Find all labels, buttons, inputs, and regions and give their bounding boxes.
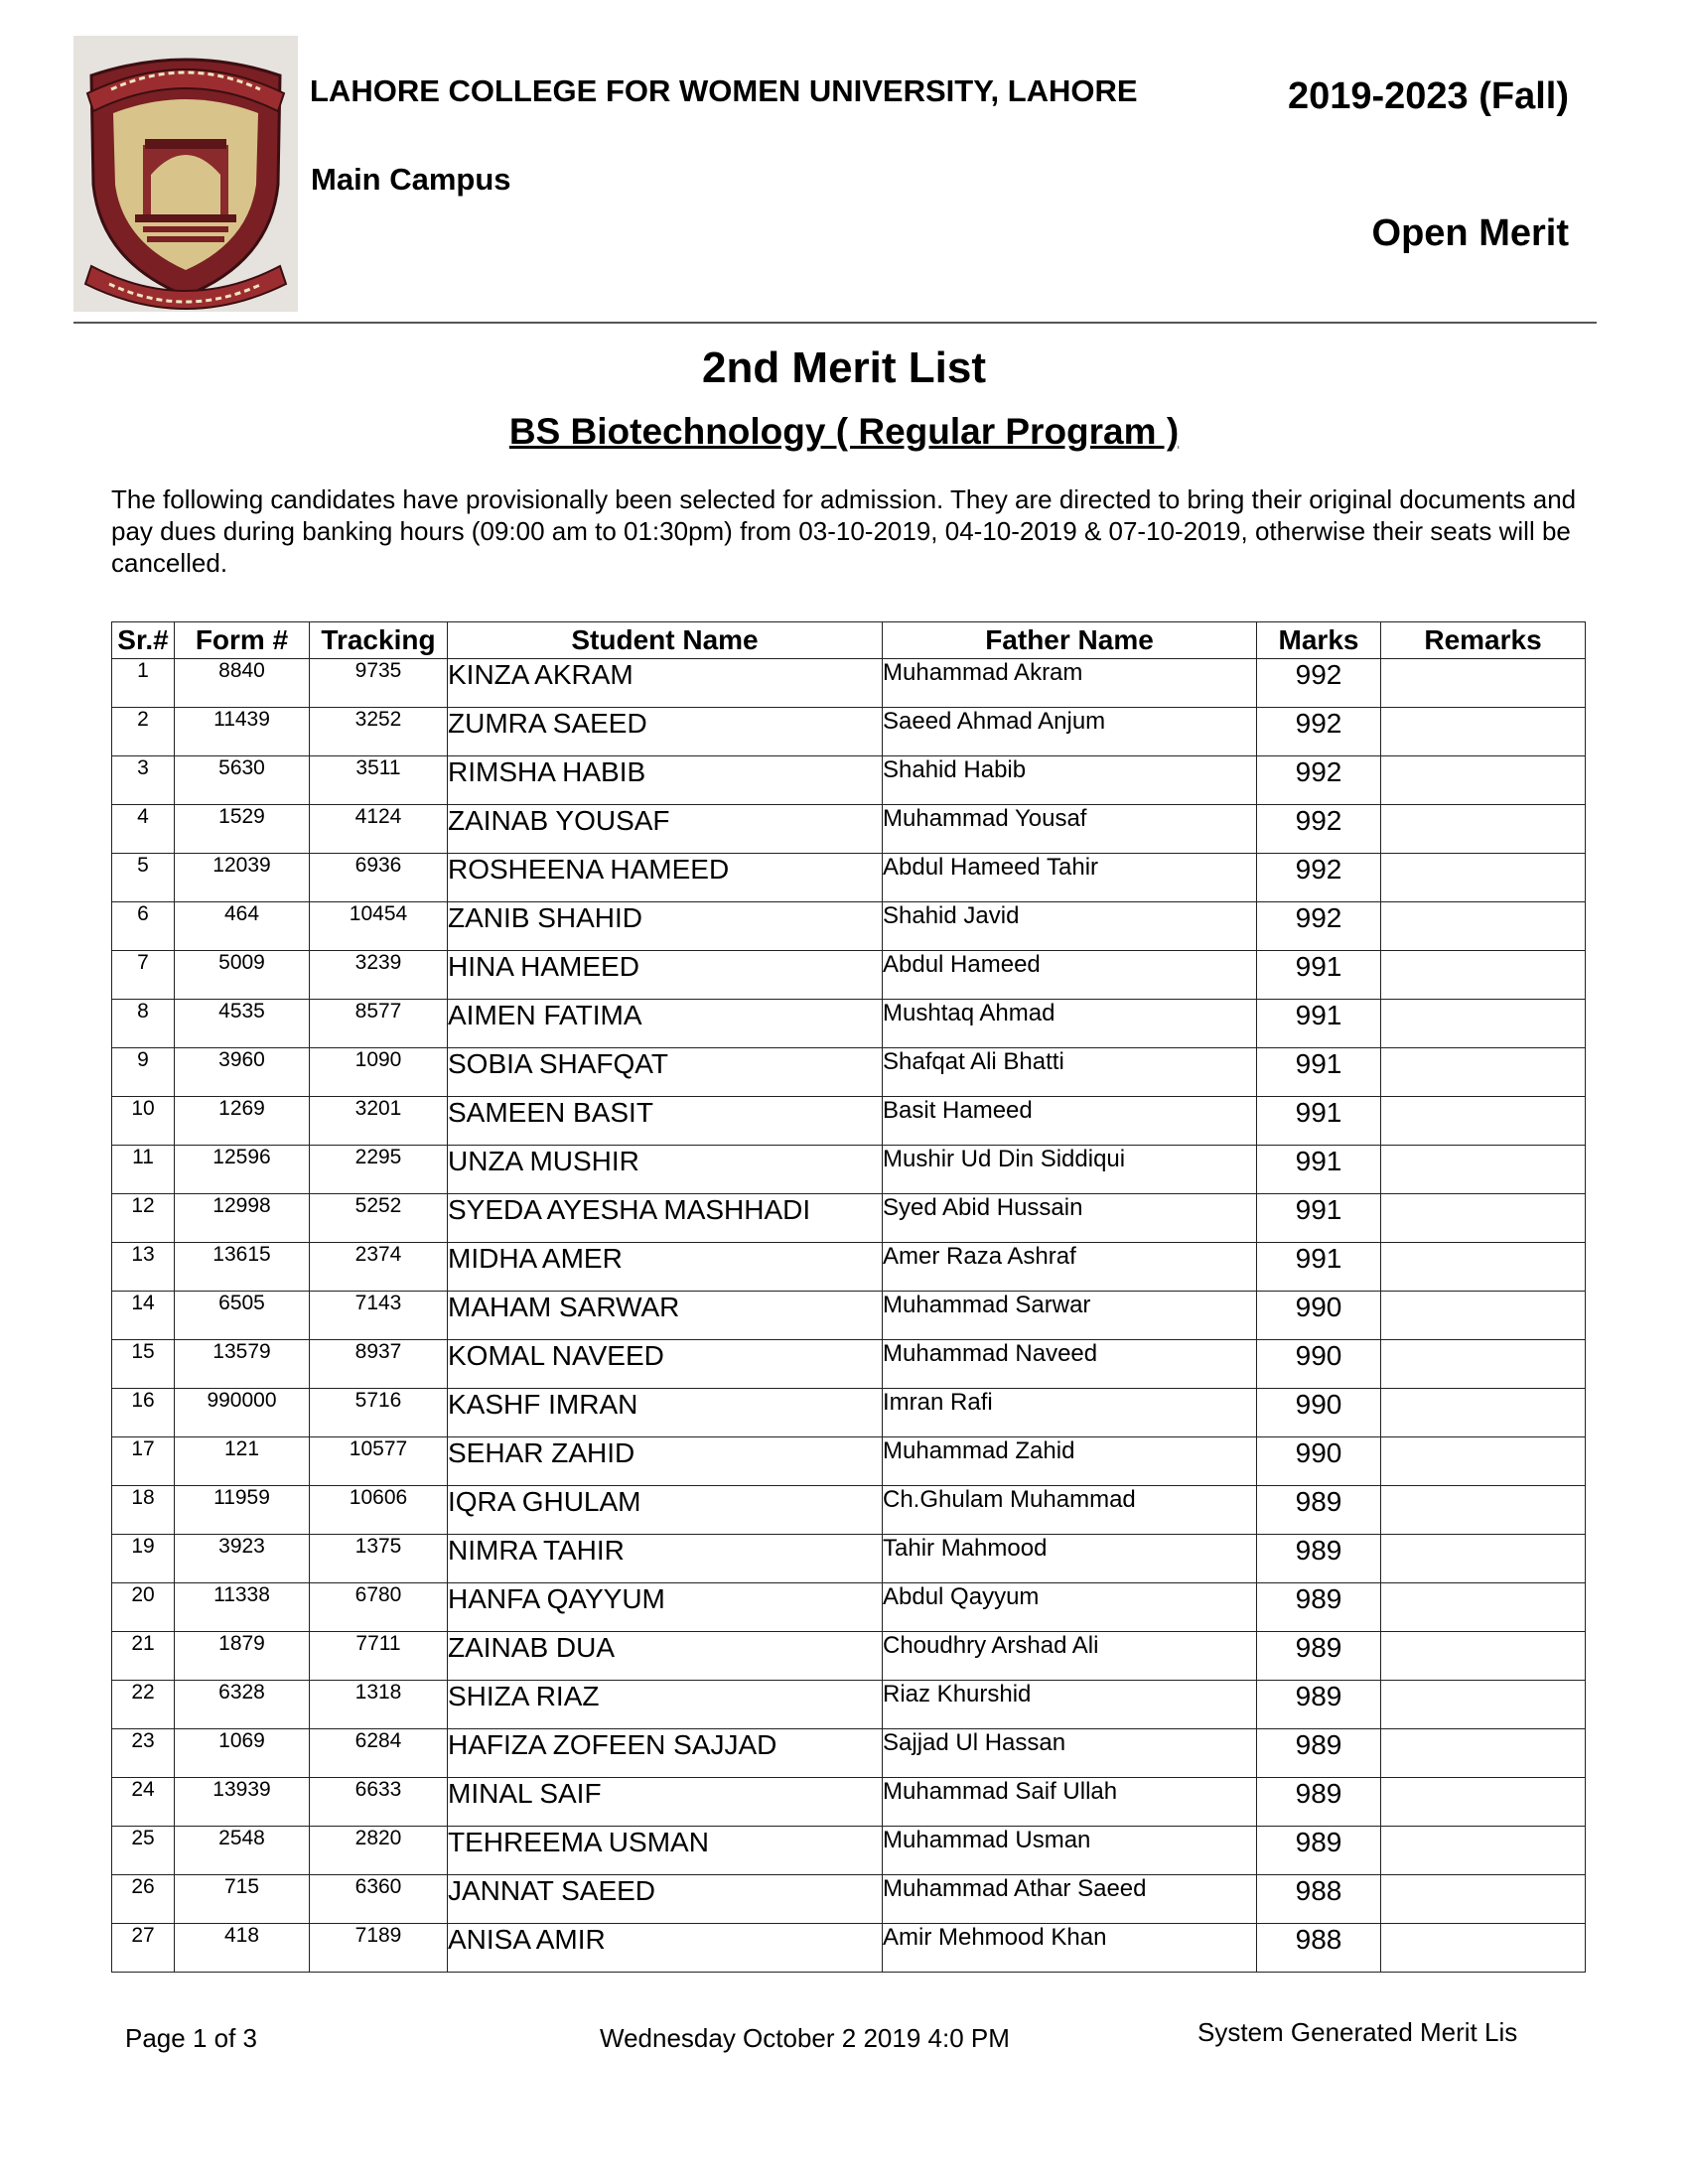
table-row (112, 1681, 1586, 1729)
cell-father-name: Shahid Javid (883, 902, 1257, 951)
cell-student-name: RIMSHA HABIB (448, 756, 883, 805)
cell-tracking: 2820 (310, 1827, 448, 1875)
cell-tracking: 5252 (310, 1194, 448, 1243)
cell-marks: 991 (1257, 1243, 1381, 1292)
cell-remarks (1381, 1486, 1586, 1535)
cell-marks: 992 (1257, 659, 1381, 708)
cell-remarks (1381, 902, 1586, 951)
cell-tracking: 1318 (310, 1681, 448, 1729)
cell-father-name: Amer Raza Ashraf (883, 1243, 1257, 1292)
cell-sr: 10 (112, 1097, 175, 1146)
cell-sr: 8 (112, 1000, 175, 1048)
cell-father-name: Sajjad Ul Hassan (883, 1729, 1257, 1778)
cell-marks: 992 (1257, 854, 1381, 902)
cell-father-name: Riaz Khurshid (883, 1681, 1257, 1729)
cell-tracking: 3239 (310, 951, 448, 1000)
cell-remarks (1381, 1827, 1586, 1875)
cell-marks: 988 (1257, 1924, 1381, 1973)
cell-sr: 6 (112, 902, 175, 951)
table-row (112, 1632, 1586, 1681)
column-header-father-name: Father Name (883, 622, 1257, 659)
cell-father-name: Muhammad Yousaf (883, 805, 1257, 854)
cell-father-name: Abdul Hameed Tahir (883, 854, 1257, 902)
cell-student-name: KINZA AKRAM (448, 659, 883, 708)
cell-student-name: ZANIB SHAHID (448, 902, 883, 951)
cell-student-name: MIDHA AMER (448, 1243, 883, 1292)
cell-remarks (1381, 708, 1586, 756)
cell-remarks (1381, 854, 1586, 902)
cell-tracking: 8937 (310, 1340, 448, 1389)
table-row (112, 756, 1586, 805)
table-row (112, 1146, 1586, 1194)
cell-marks: 989 (1257, 1583, 1381, 1632)
cell-form-number: 1069 (175, 1729, 310, 1778)
campus-name: Main Campus (311, 162, 511, 197)
cell-marks: 989 (1257, 1729, 1381, 1778)
cell-father-name: Muhammad Akram (883, 659, 1257, 708)
cell-form-number: 3923 (175, 1535, 310, 1583)
cell-father-name: Abdul Qayyum (883, 1583, 1257, 1632)
admission-notice: The following candidates have provisionally been selected for admission. They are directed to bring their original documents and pay dues during banking hours (09:00 am to 01:30pm) from 03-10-2019, 04-10-2019 & 07-10-2019, otherwise their seats will be cancelled. (111, 484, 1577, 578)
cell-student-name: KOMAL NAVEED (448, 1340, 883, 1389)
cell-sr: 17 (112, 1437, 175, 1486)
cell-marks: 992 (1257, 708, 1381, 756)
cell-father-name: Shahid Habib (883, 756, 1257, 805)
cell-sr: 7 (112, 951, 175, 1000)
cell-sr: 27 (112, 1924, 175, 1973)
cell-student-name: HANFA QAYYUM (448, 1583, 883, 1632)
table-row (112, 1875, 1586, 1924)
cell-tracking: 7189 (310, 1924, 448, 1973)
cell-student-name: SOBIA SHAFQAT (448, 1048, 883, 1097)
cell-marks: 989 (1257, 1535, 1381, 1583)
cell-form-number: 1879 (175, 1632, 310, 1681)
cell-student-name: ZAINAB YOUSAF (448, 805, 883, 854)
cell-marks: 992 (1257, 756, 1381, 805)
system-generated-note: System Generated Merit Lis (1197, 2017, 1518, 2047)
cell-tracking: 1375 (310, 1535, 448, 1583)
cell-tracking: 1090 (310, 1048, 448, 1097)
cell-student-name: NIMRA TAHIR (448, 1535, 883, 1583)
cell-sr: 2 (112, 708, 175, 756)
cell-father-name: Muhammad Zahid (883, 1437, 1257, 1486)
cell-student-name: IQRA GHULAM (448, 1486, 883, 1535)
cell-sr: 22 (112, 1681, 175, 1729)
cell-father-name: Mushtaq Ahmad (883, 1000, 1257, 1048)
table-row (112, 1000, 1586, 1048)
cell-student-name: SHIZA RIAZ (448, 1681, 883, 1729)
table-row (112, 805, 1586, 854)
cell-remarks (1381, 1924, 1586, 1973)
cell-form-number: 11959 (175, 1486, 310, 1535)
cell-student-name: HAFIZA ZOFEEN SAJJAD (448, 1729, 883, 1778)
cell-form-number: 6505 (175, 1292, 310, 1340)
cell-marks: 990 (1257, 1389, 1381, 1437)
university-name: LAHORE COLLEGE FOR WOMEN UNIVERSITY, LAHORE (310, 73, 1138, 108)
cell-form-number: 12596 (175, 1146, 310, 1194)
cell-father-name: Muhammad Athar Saeed (883, 1875, 1257, 1924)
university-logo (73, 36, 298, 312)
column-header-form: Form # (175, 622, 310, 659)
column-header-sr: Sr.# (112, 622, 175, 659)
cell-sr: 12 (112, 1194, 175, 1243)
cell-father-name: Amir Mehmood Khan (883, 1924, 1257, 1973)
cell-father-name: Choudhry Arshad Ali (883, 1632, 1257, 1681)
cell-marks: 989 (1257, 1632, 1381, 1681)
cell-student-name: JANNAT SAEED (448, 1875, 883, 1924)
cell-sr: 1 (112, 659, 175, 708)
cell-sr: 23 (112, 1729, 175, 1778)
cell-father-name: Muhammad Sarwar (883, 1292, 1257, 1340)
cell-form-number: 4535 (175, 1000, 310, 1048)
column-header-tracking: Tracking (310, 622, 448, 659)
cell-remarks (1381, 1437, 1586, 1486)
page-number: Page 1 of 3 (125, 2023, 257, 2053)
cell-tracking: 8577 (310, 1000, 448, 1048)
cell-sr: 26 (112, 1875, 175, 1924)
cell-remarks (1381, 1194, 1586, 1243)
cell-form-number: 990000 (175, 1389, 310, 1437)
cell-student-name: HINA HAMEED (448, 951, 883, 1000)
cell-marks: 991 (1257, 951, 1381, 1000)
table-row (112, 1535, 1586, 1583)
cell-father-name: Imran Rafi (883, 1389, 1257, 1437)
cell-marks: 991 (1257, 1194, 1381, 1243)
cell-student-name: ZUMRA SAEED (448, 708, 883, 756)
cell-form-number: 464 (175, 902, 310, 951)
cell-father-name: Syed Abid Hussain (883, 1194, 1257, 1243)
cell-tracking: 6780 (310, 1583, 448, 1632)
header-divider (73, 322, 1597, 324)
merit-category: Open Merit (1371, 212, 1569, 254)
cell-form-number: 13939 (175, 1778, 310, 1827)
cell-sr: 25 (112, 1827, 175, 1875)
table-row (112, 1778, 1586, 1827)
cell-student-name: ROSHEENA HAMEED (448, 854, 883, 902)
cell-tracking: 9735 (310, 659, 448, 708)
cell-sr: 11 (112, 1146, 175, 1194)
cell-form-number: 1529 (175, 805, 310, 854)
cell-form-number: 6328 (175, 1681, 310, 1729)
cell-tracking: 10577 (310, 1437, 448, 1486)
cell-form-number: 13579 (175, 1340, 310, 1389)
cell-marks: 989 (1257, 1486, 1381, 1535)
cell-tracking: 6936 (310, 854, 448, 902)
table-row (112, 1340, 1586, 1389)
table-row (112, 1194, 1586, 1243)
generated-date: Wednesday October 2 2019 4:0 PM (600, 2023, 1010, 2053)
cell-marks: 989 (1257, 1827, 1381, 1875)
column-header-marks: Marks (1257, 622, 1381, 659)
cell-marks: 992 (1257, 902, 1381, 951)
table-row (112, 1243, 1586, 1292)
cell-marks: 992 (1257, 805, 1381, 854)
cell-remarks (1381, 1243, 1586, 1292)
cell-father-name: Muhammad Naveed (883, 1340, 1257, 1389)
cell-marks: 991 (1257, 1146, 1381, 1194)
cell-sr: 13 (112, 1243, 175, 1292)
cell-student-name: ZAINAB DUA (448, 1632, 883, 1681)
cell-remarks (1381, 1875, 1586, 1924)
cell-remarks (1381, 1583, 1586, 1632)
session-year: 2019-2023 (Fall) (1287, 75, 1569, 117)
table-row (112, 1292, 1586, 1340)
cell-tracking: 3201 (310, 1097, 448, 1146)
table-row (112, 1389, 1586, 1437)
cell-remarks (1381, 756, 1586, 805)
cell-father-name: Muhammad Usman (883, 1827, 1257, 1875)
cell-student-name: SEHAR ZAHID (448, 1437, 883, 1486)
cell-marks: 990 (1257, 1437, 1381, 1486)
cell-form-number: 2548 (175, 1827, 310, 1875)
cell-tracking: 3511 (310, 756, 448, 805)
cell-remarks (1381, 659, 1586, 708)
cell-tracking: 6284 (310, 1729, 448, 1778)
cell-tracking: 10454 (310, 902, 448, 951)
cell-form-number: 5009 (175, 951, 310, 1000)
cell-form-number: 121 (175, 1437, 310, 1486)
cell-sr: 9 (112, 1048, 175, 1097)
cell-student-name: SYEDA AYESHA MASHHADI (448, 1194, 883, 1243)
table-row (112, 854, 1586, 902)
cell-remarks (1381, 1292, 1586, 1340)
cell-remarks (1381, 1681, 1586, 1729)
cell-tracking: 7143 (310, 1292, 448, 1340)
table-row (112, 1729, 1586, 1778)
cell-marks: 990 (1257, 1340, 1381, 1389)
cell-sr: 5 (112, 854, 175, 902)
cell-father-name: Ch.Ghulam Muhammad (883, 1486, 1257, 1535)
cell-sr: 14 (112, 1292, 175, 1340)
cell-sr: 16 (112, 1389, 175, 1437)
cell-student-name: MAHAM SARWAR (448, 1292, 883, 1340)
cell-marks: 988 (1257, 1875, 1381, 1924)
cell-marks: 989 (1257, 1681, 1381, 1729)
cell-form-number: 3960 (175, 1048, 310, 1097)
cell-remarks (1381, 1000, 1586, 1048)
cell-marks: 990 (1257, 1292, 1381, 1340)
cell-father-name: Shafqat Ali Bhatti (883, 1048, 1257, 1097)
table-row (112, 1827, 1586, 1875)
cell-student-name: TEHREEMA USMAN (448, 1827, 883, 1875)
cell-form-number: 12998 (175, 1194, 310, 1243)
cell-remarks (1381, 1340, 1586, 1389)
cell-tracking: 2295 (310, 1146, 448, 1194)
cell-student-name: KASHF IMRAN (448, 1389, 883, 1437)
merit-table-body (112, 659, 1586, 1973)
cell-form-number: 715 (175, 1875, 310, 1924)
table-row (112, 1583, 1586, 1632)
cell-tracking: 2374 (310, 1243, 448, 1292)
cell-form-number: 8840 (175, 659, 310, 708)
column-header-remarks: Remarks (1381, 622, 1586, 659)
cell-remarks (1381, 1389, 1586, 1437)
table-row (112, 1048, 1586, 1097)
cell-student-name: MINAL SAIF (448, 1778, 883, 1827)
cell-father-name: Mushir Ud Din Siddiqui (883, 1146, 1257, 1194)
cell-remarks (1381, 1632, 1586, 1681)
cell-form-number: 13615 (175, 1243, 310, 1292)
cell-sr: 4 (112, 805, 175, 854)
cell-student-name: UNZA MUSHIR (448, 1146, 883, 1194)
cell-tracking: 7711 (310, 1632, 448, 1681)
cell-tracking: 6633 (310, 1778, 448, 1827)
cell-student-name: ANISA AMIR (448, 1924, 883, 1973)
table-row (112, 1437, 1586, 1486)
cell-student-name: SAMEEN BASIT (448, 1097, 883, 1146)
cell-remarks (1381, 805, 1586, 854)
cell-father-name: Tahir Mahmood (883, 1535, 1257, 1583)
cell-tracking: 4124 (310, 805, 448, 854)
cell-marks: 991 (1257, 1000, 1381, 1048)
cell-form-number: 418 (175, 1924, 310, 1973)
cell-sr: 18 (112, 1486, 175, 1535)
cell-remarks (1381, 1729, 1586, 1778)
cell-father-name: Basit Hameed (883, 1097, 1257, 1146)
table-row (112, 1924, 1586, 1973)
table-row (112, 659, 1586, 708)
table-row (112, 1097, 1586, 1146)
column-header-student-name: Student Name (448, 622, 883, 659)
page-title: 2nd Merit List (701, 343, 987, 392)
table-row (112, 902, 1586, 951)
cell-form-number: 11439 (175, 708, 310, 756)
cell-marks: 991 (1257, 1097, 1381, 1146)
cell-father-name: Saeed Ahmad Anjum (883, 708, 1257, 756)
cell-sr: 19 (112, 1535, 175, 1583)
cell-father-name: Muhammad Saif Ullah (883, 1778, 1257, 1827)
cell-form-number: 1269 (175, 1097, 310, 1146)
cell-tracking: 3252 (310, 708, 448, 756)
cell-remarks (1381, 1535, 1586, 1583)
cell-sr: 3 (112, 756, 175, 805)
cell-remarks (1381, 951, 1586, 1000)
cell-form-number: 5630 (175, 756, 310, 805)
cell-remarks (1381, 1097, 1586, 1146)
cell-tracking: 5716 (310, 1389, 448, 1437)
table-row (112, 1486, 1586, 1535)
cell-remarks (1381, 1048, 1586, 1097)
cell-form-number: 12039 (175, 854, 310, 902)
cell-form-number: 11338 (175, 1583, 310, 1632)
cell-remarks (1381, 1778, 1586, 1827)
cell-remarks (1381, 1146, 1586, 1194)
cell-father-name: Abdul Hameed (883, 951, 1257, 1000)
cell-tracking: 10606 (310, 1486, 448, 1535)
program-title: BS Biotechnology ( Regular Program ) (508, 411, 1180, 452)
cell-tracking: 6360 (310, 1875, 448, 1924)
university-crest-icon (73, 36, 298, 312)
cell-sr: 15 (112, 1340, 175, 1389)
merit-table (111, 621, 1586, 1973)
table-row (112, 951, 1586, 1000)
cell-marks: 989 (1257, 1778, 1381, 1827)
cell-sr: 21 (112, 1632, 175, 1681)
table-row (112, 708, 1586, 756)
cell-marks: 991 (1257, 1048, 1381, 1097)
cell-sr: 24 (112, 1778, 175, 1827)
table-header-row (112, 622, 1586, 659)
cell-sr: 20 (112, 1583, 175, 1632)
cell-student-name: AIMEN FATIMA (448, 1000, 883, 1048)
